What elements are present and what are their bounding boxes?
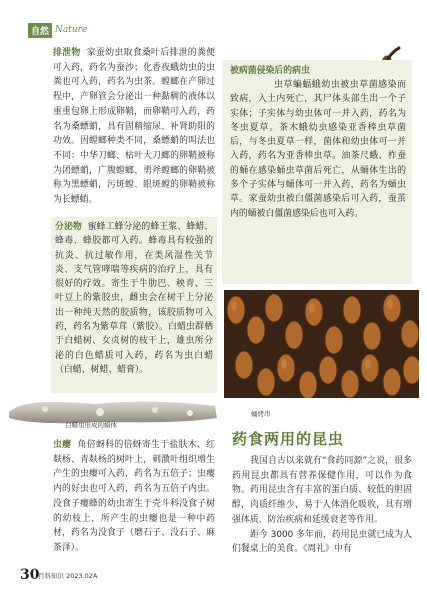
infected-insect-text: 虫草蝙蝠蛾幼虫被虫草菌感染而致病，入土内死亡，其尸体头部生出一个子实体；子实体与幼虫体可一并入药，药名为冬虫夏草。茶木蛾幼虫感染亚香棒虫草菌后，与冬虫夏草一样，菌体和幼虫体可一并入药，药名为亚香棒虫草。油茶尺蛾、柞蚕的蛹在感染蛹虫草菌后死亡，从蛹体生出的多个子实体与蛹体可一并入药，药名为蛹虫草。家蚕幼虫被白僵菌感染后可入药，蚕茧内的蛹被白僵菌感染后也可入药。 xyxy=(230,80,406,219)
gall-text: 角倍蚜科的倍蚜寄生于盐肤木、红麸杨、青麸杨的树叶上，刺激叶组织增生产生的虫瘿可入药，药名为五倍子；虫瘿内的好虫也可入药，药名为五倍子内虫。没食子瘿蜂的幼虫寄生于壳斗科没食子树的幼枝上，所产生的虫瘿也是一种中药材，药名为没食子（磨石子、没石子、麻茶泽）。 xyxy=(53,440,215,553)
wax-caption: 白蜡虫形成的蜡体 xyxy=(65,421,117,429)
page-number: 30 xyxy=(20,567,40,583)
section-text-2: 距今 3000 多年前，药用昆虫就已成为人们餐桌上的美食。《周礼》中有 xyxy=(232,529,412,555)
section-tag-zh: 自然 xyxy=(28,23,52,38)
infected-insect-paragraph xyxy=(230,78,406,221)
section-title: 药食两用的昆虫 xyxy=(232,430,345,448)
section-tag xyxy=(28,22,87,38)
secretion-text: 蜜蜂工蜂分泌的蜂王浆、蜂蜡、蜂毒、蜂胶都可入药。蜂毒具有较强的抗炎、抗过敏作用，在类风湿性关节炎、支气管哮喘等疾病的治疗上，具有很好的疗效。寄生于牛肋巴、秧青、三叶豆上的紫胶虫，雌虫会在树干上分泌出一种纯天然的胶质物，该胶质物可入药，药名为紫草茸（紫胶）。白蜡虫群栖于白蜡树、女贞树的枝干上，雄虫所分泌的白色蜡质可入药，药名为虫白蜡（白蜡、树蜡、蜡膏）。 xyxy=(55,222,213,375)
secretion-heading: 分泌物 xyxy=(55,222,82,232)
excretion-heading: 排泄物 xyxy=(53,48,81,58)
infected-insect-heading: 被病菌侵染后的病虫 xyxy=(230,66,310,76)
pupae-skewer-photo xyxy=(224,290,419,398)
pupae-caption-box xyxy=(245,400,277,421)
section-body xyxy=(232,454,412,557)
pupae-caption: 蛹烤串 xyxy=(251,410,271,418)
excretion-paragraph xyxy=(53,46,215,208)
section-tag-en: Nature xyxy=(55,25,88,35)
secretion-box xyxy=(51,217,217,393)
infected-insect-paragraph-top xyxy=(230,64,350,78)
gall-paragraph xyxy=(53,438,215,556)
gall-heading: 虫瘿 xyxy=(53,440,72,450)
excretion-text: 家蚕幼虫取食桑叶后排泄的粪便可入药，药名为蚕沙；化香夜蛾幼虫的虫粪也可入药，药名为虫茶。螳螂在产卵过程中，产卵管会分泌出一种黏稠的液体以重重包卵上形成卵鞘，而卵鞘可入药，药名为桑螵蛸，具有固精缩尿、补肾助阳的功效。因螳螂种类不同，桑螵蛸的叫法也不同：中华刀螂、枯叶大刀螂的卵鞘被称为团螵蛸，广腹螳螂、勇斧螳螂的卵鞘被称为黑螵蛸，污斑螳、眼斑螳的卵鞘被称为长螵蛸。 xyxy=(53,48,215,206)
section-text-1: 我国自古以来就有“食药同源”之说，很多药用昆虫都具有营养保健作用，可以作为食物。药用昆虫含有丰富的蛋白质、较低的胆固醇，肉质纤维少，易于人体消化吸收，具有增强体质、防治疾病和延缓衰老等作用。 xyxy=(232,456,412,525)
journal-name: 百科知识 2023.02A xyxy=(38,572,98,580)
